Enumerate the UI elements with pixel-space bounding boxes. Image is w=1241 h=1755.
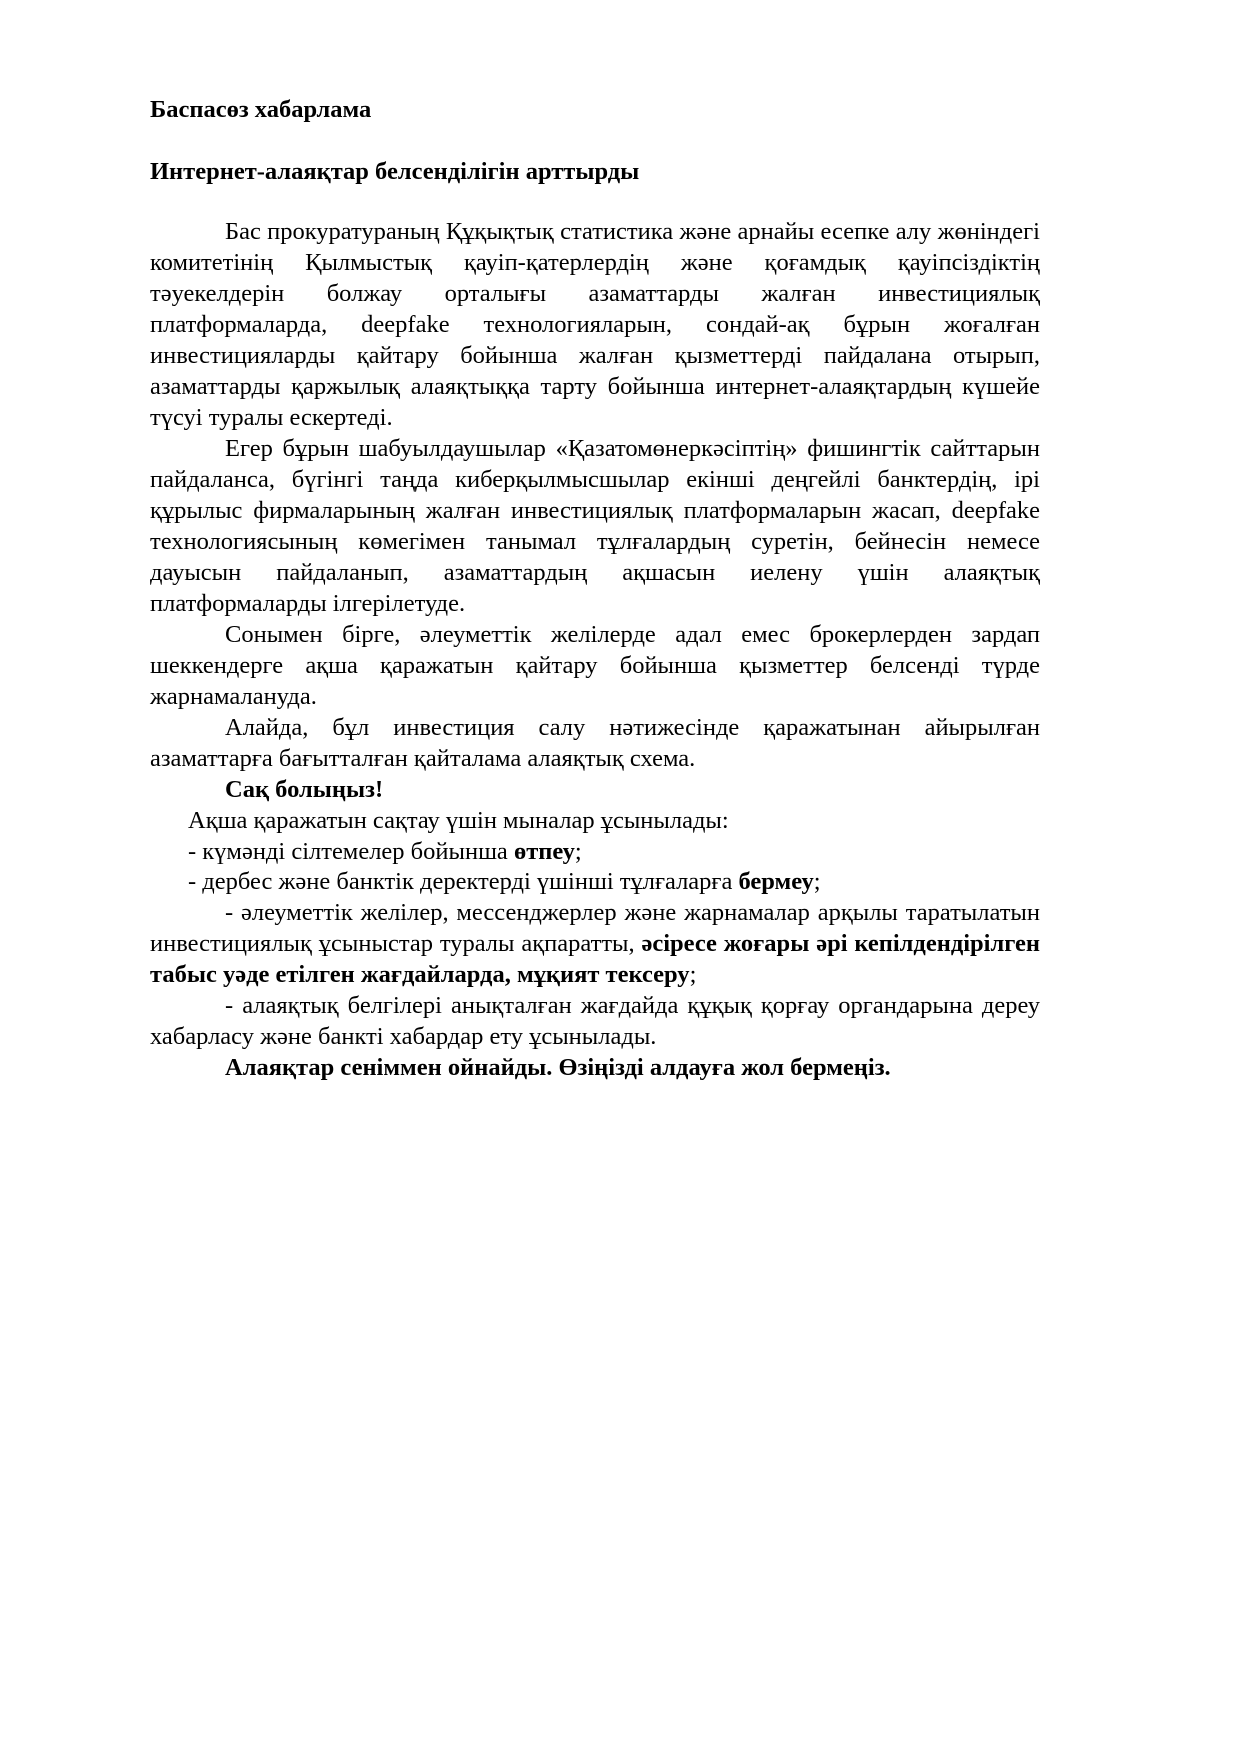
list-item-4: - алаяқтық белгілері анықталған жағдайда құқық қорғау органдарына дереу хабарласу және банкті хабардар ету ұсынылады. <box>150 992 1040 1051</box>
document-body <box>150 96 1040 1084</box>
paragraph-1: Бас прокуратураның Құқықтық статистика және арнайы есепке алу жөніндегі комитетінің Қылмыстық қауіп-қатерлердің және қоғамдық қауіпсіздіктің тәуекелдерін болжау орталығы азаматтарды жалған инвестициялық платформаларда, deepfake технологияларын, сондай-ақ бұрын жоғалған инвестицияларды қайтару бойынша жалған қызметтерді пайдалана отырып, азаматтарды қаржылық алаяқтыққа тарту бойынша интернет-алаяқтардың күшейе түсуі туралы ескертеді. <box>150 217 1040 431</box>
list-item-3-suffix: ; <box>689 961 697 989</box>
article-title-heading: Интернет-алаяқтар белсенділігін арттырды <box>150 157 640 185</box>
list-item-2-emphasis: бермеу <box>738 868 814 896</box>
paragraph-4: Алайда, бұл инвестиция салу нәтижесінде қаражатынан айырылған азаматтарға бағытталған қайталама алаяқтық схема. <box>150 713 1040 772</box>
warning-heading: Сақ болыңыз! <box>225 775 384 803</box>
list-item-2 <box>150 867 1040 898</box>
list-item-2-suffix: ; <box>813 868 821 896</box>
list-item-1-text: - күмәнді сілтемелер бойынша <box>188 837 514 865</box>
list-item-3-emphasis: әсіресе жоғары әрі кепілдендірілген табыс уәде етілген жағдайларда, мұқият тексеру <box>150 930 1040 989</box>
list-item-1-suffix: ; <box>574 837 582 865</box>
list-item-1 <box>150 837 1040 868</box>
list-item-3 <box>150 898 1040 991</box>
paragraph-2: Егер бұрын шабуылдаушылар «Қазатомөнеркәсіптің» фишингтік сайттарын пайдаланса, бүгінгі таңда киберқылмысшылар екінші деңгейлі банктердің, ірі құрылыс фирмаларының жалған инвестициялық платформаларын жасап, deepfake технологиясының көмегімен танымал тұлғалардың суретін, бейнесін немесе дауысын пайдаланып, азаматтардың ақшасын иелену үшін алаяқтық платформаларды ілгерілетуде. <box>150 434 1040 617</box>
list-item-1-emphasis: өтпеу <box>513 837 575 865</box>
list-item-2-text: - дербес және банктік деректерді үшінші тұлғаларға <box>188 868 739 896</box>
paragraph-3: Сонымен бірге, әлеуметтік желілерде адал емес брокерлерден зардап шеккендерге ақша қаражатын қайтару бойынша қызметтер белсенді түрде жарнамалануда. <box>150 620 1040 710</box>
list-item-3-text: - әлеуметтік желілер, мессенджерлер және жарнамалар арқылы таратылатын инвестициялық ұсыныстар туралы ақпаратты, <box>150 899 1040 958</box>
press-release-heading: Баспасөз хабарлама <box>150 96 372 123</box>
recommendations-intro: Ақша қаражатын сақтау үшін мыналар ұсынылады: <box>188 806 729 834</box>
closing-statement: Алаяқтар сеніммен ойнайды. Өзіңізді алдауға жол бермеңіз. <box>225 1054 891 1082</box>
